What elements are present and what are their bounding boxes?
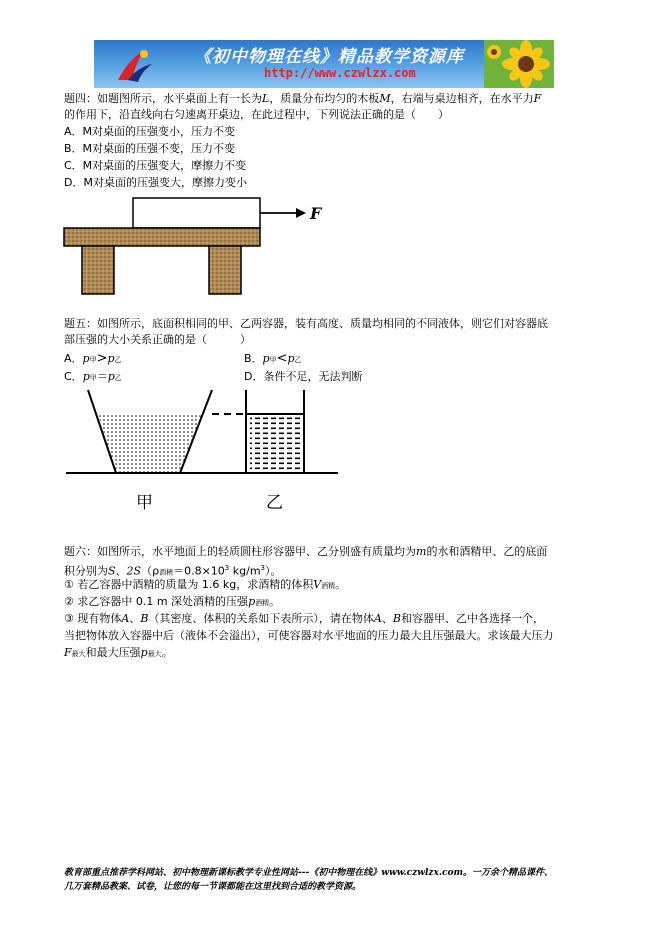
q6-item3-line2: 当把物体放入容器中后（液体不会溢出），可使容器对水平地面的压力最大且压强最大。求该最大压力	[64, 629, 554, 642]
q5-option-b: B．p甲<p乙	[244, 351, 302, 366]
table-leg-left	[82, 246, 114, 294]
label-jia: 甲	[136, 493, 153, 513]
q6-item2: ② 求乙容器中 0.1 m 深处酒精的压强p酒精。	[64, 595, 281, 608]
force-label: F	[310, 204, 322, 223]
q6-line2: 积分别为S、2S（ρ酒精$=0.8\times 10^3$ $kg/m^3$）。	[64, 564, 282, 578]
label-yi: 乙	[266, 493, 283, 513]
header-banner	[94, 40, 554, 88]
footer-line2: 几万套精品教案、试卷，让您的每一节课都能在这里找到合适的教学资源。	[64, 882, 362, 892]
q6-item3: ③ 现有物体A、B（其密度、体积的关系如下表所示），请在物体A、B和容器甲、乙中各选择一个，	[64, 612, 544, 625]
table-leg-right	[209, 246, 241, 294]
sunflower-icon	[484, 40, 554, 88]
q6-line1: 题六：如图所示，水平地面上的轻质圆柱形容器甲、乙分别盛有质量均为m的水和酒精甲、乙的底面	[64, 545, 548, 558]
q4-option-a: A．M对桌面的压强变小，压力不变	[64, 125, 236, 138]
q4-line1: 题四：如题图所示，水平桌面上有一长为L，质量分布均匀的木板M，右端与桌边相齐，在水平力F	[64, 92, 542, 105]
q4-line2: 的作用下，沿直线向右匀速离开桌边，在此过程中，下列说法正确的是（ ）	[64, 108, 449, 121]
q6-item3-line3: F最大和最大压强p最大。	[64, 646, 173, 659]
table-top	[64, 228, 260, 246]
q4-option-b: B．M对桌面的压强不变，压力不变	[64, 142, 236, 155]
q4-option-c: C．M对桌面的压强变大，摩擦力不变	[64, 159, 247, 172]
q4-figure-table	[60, 192, 330, 302]
footer-line1: 教育部重点推荐学科网站、初中物理新课标教学专业性网站---《初中物理在线》www.czwlzx.com。一万余个精品课件、	[64, 868, 554, 878]
q5-line2: 部压强的大小关系正确的是（ ）	[64, 333, 251, 346]
banner-title: 《初中物理在线》精品教学资源库	[194, 47, 464, 67]
footer	[64, 866, 624, 894]
q5-line1: 题五：如图所示，底面积相同的甲、乙两容器，装有高度、质量均相同的不同液体，则它们对容器底	[64, 317, 548, 330]
q6-item1: ① 若乙容器中酒精的质量为 1.6 kg，求酒精的体积V酒精。	[64, 578, 347, 591]
logo-icon	[114, 46, 154, 84]
q5-option-a: A．p甲>p乙	[64, 351, 122, 366]
banner-url[interactable]: http://www.czwlzx.com	[264, 66, 416, 80]
force-arrow-head	[296, 208, 306, 218]
wooden-board	[133, 198, 260, 228]
q5-option-d: D．条件不足，无法判断	[244, 370, 363, 383]
q4-option-d: D．M对桌面的压强变大，摩擦力变小	[64, 176, 247, 189]
q5-option-c: C．p甲＝p乙	[64, 370, 122, 383]
container-yi-liquid	[250, 416, 300, 473]
q5-figure-containers	[62, 386, 342, 518]
